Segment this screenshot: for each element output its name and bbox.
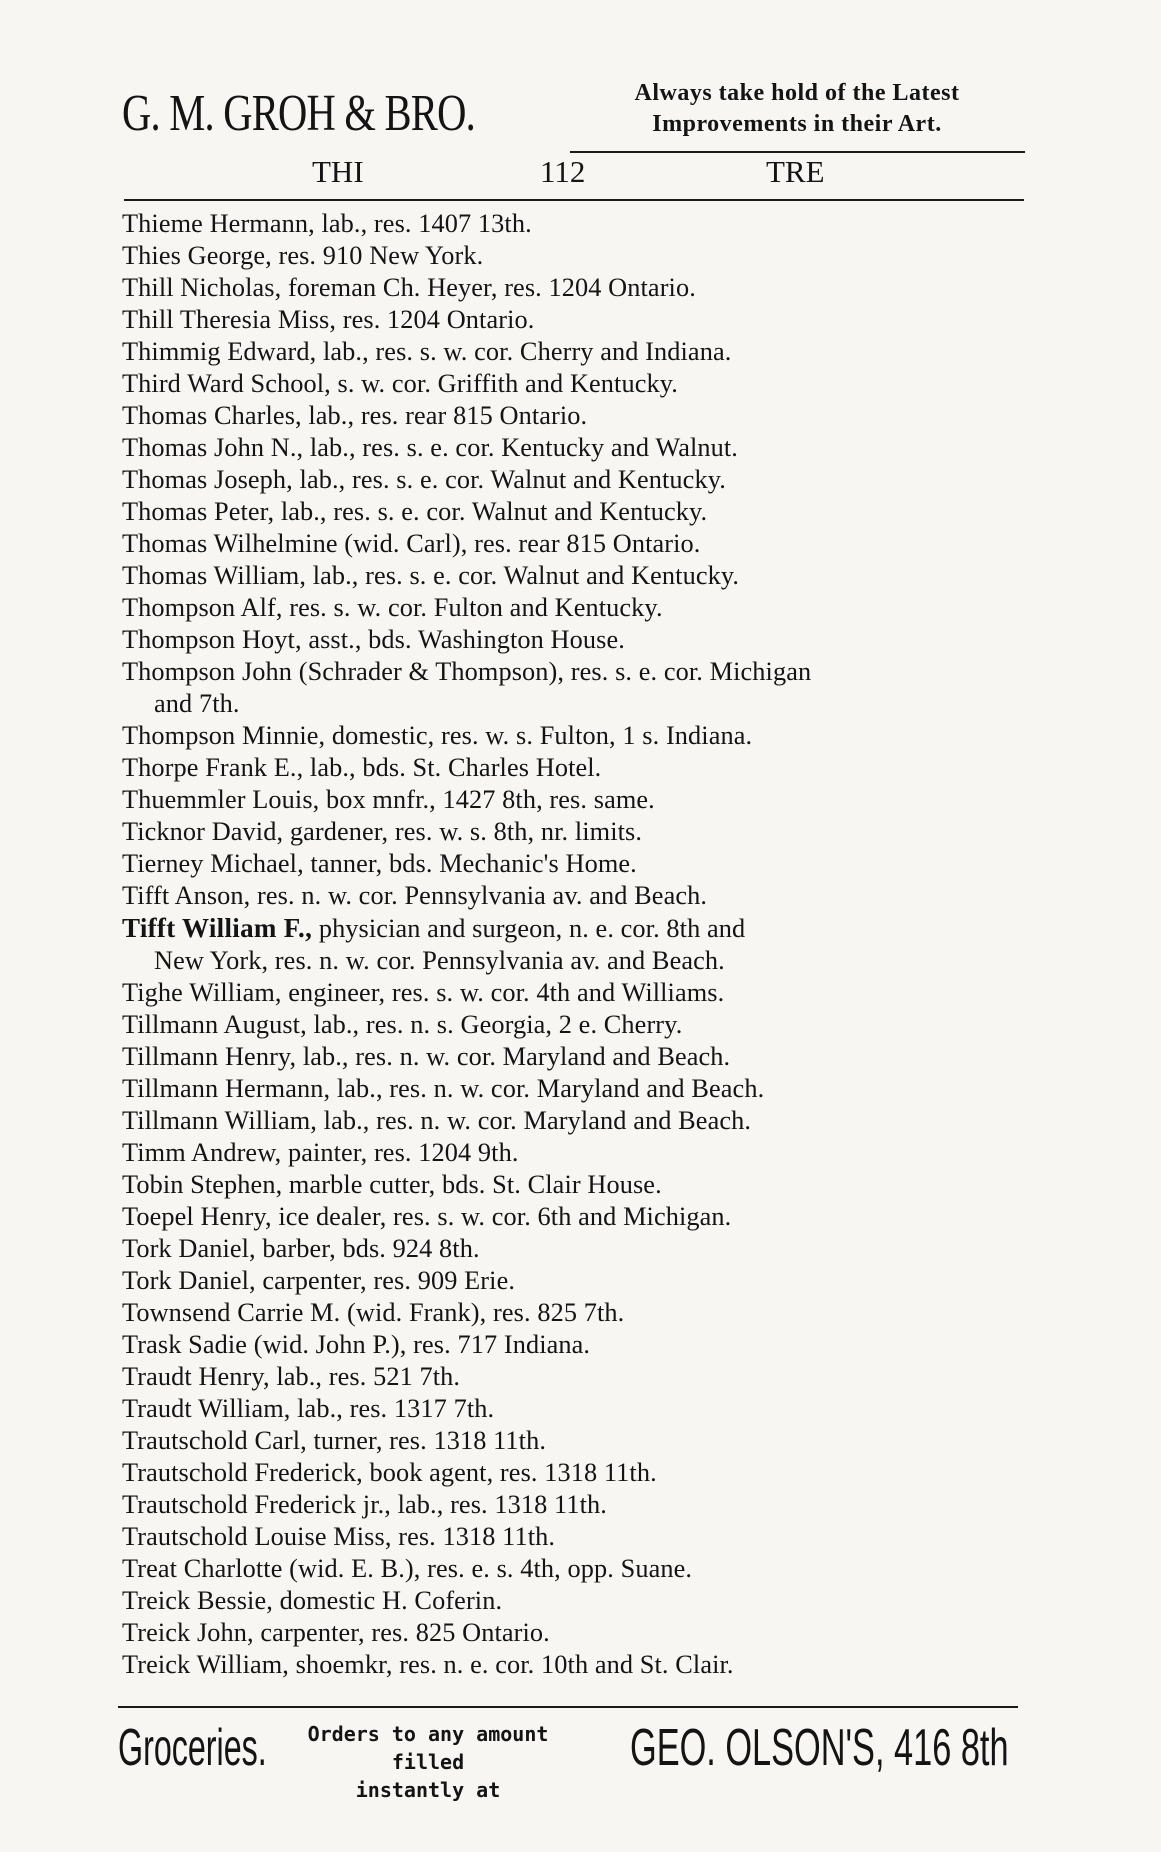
entry-details: lab., res. s. e. cor. Walnut and Kentucky. xyxy=(274,497,708,526)
entry-name: Traudt William, xyxy=(122,1394,291,1423)
entry-continuation: and 7th. xyxy=(154,689,240,718)
directory-entry xyxy=(122,560,1042,592)
entry-name: Trautschold Louise Miss, xyxy=(122,1522,392,1551)
entry-details: res. s. w. cor. Fulton and Kentucky. xyxy=(282,593,663,622)
orders-line-2: instantly at xyxy=(355,1778,501,1802)
entry-name: Tork Daniel, xyxy=(122,1234,256,1263)
entry-name: Toepel Henry, xyxy=(122,1202,272,1231)
entry-details: (wid. E. B.), res. e. s. 4th, opp. Suane. xyxy=(282,1554,693,1583)
entry-name: Trautschold Frederick, xyxy=(122,1458,363,1487)
store-name: GEO. OLSON'S, 416 8th xyxy=(630,1719,1009,1777)
directory-entry xyxy=(122,752,1042,784)
entry-name: Thomas Joseph, xyxy=(122,465,293,494)
entry-name: Thill Nicholas, xyxy=(122,273,282,302)
entry-name: Thorpe Frank E., xyxy=(122,753,304,782)
directory-entry xyxy=(122,1041,1042,1073)
entry-details: foreman Ch. Heyer, res. 1204 Ontario. xyxy=(281,273,696,302)
directory-entry xyxy=(122,1073,1042,1105)
entry-details: lab., res. n. w. cor. Maryland and Beach. xyxy=(330,1074,765,1103)
entry-name: Treick John, xyxy=(122,1618,254,1647)
entry-continuation: New York, res. n. w. cor. Pennsylvania av. and Beach. xyxy=(154,946,725,975)
entry-details: book agent, res. 1318 11th. xyxy=(362,1458,657,1487)
entry-details: res. n. w. cor. Pennsylvania av. and Beach. xyxy=(250,881,708,910)
entry-details: lab., res. rear 815 Ontario. xyxy=(301,401,588,430)
directory-entry xyxy=(122,1265,1042,1297)
directory-entry xyxy=(122,624,1042,656)
entry-details: lab., res. 1318 11th. xyxy=(390,1490,607,1519)
header-advertisement xyxy=(122,78,1027,146)
entry-details: lab., res. n. w. cor. Maryland and Beach. xyxy=(316,1106,752,1135)
directory-entry xyxy=(122,208,1042,240)
entry-details: lab., res. n. s. Georgia, 2 e. Cherry. xyxy=(306,1010,683,1039)
entry-name: Tillmann Henry, xyxy=(122,1042,297,1071)
firm-name: G. M. GROH & BRO. xyxy=(122,85,475,142)
directory-entries xyxy=(122,208,1042,1681)
entry-name: Thieme Hermann, xyxy=(122,209,315,238)
entry-name: Treick William, xyxy=(122,1650,289,1679)
entry-name: Treick Bessie, xyxy=(122,1586,273,1615)
footer-advertisement xyxy=(118,1718,1023,1802)
directory-entry xyxy=(122,432,1042,464)
entry-name: Tork Daniel, xyxy=(122,1266,256,1295)
entry-details: lab., res. s. e. cor. Walnut and Kentucky. xyxy=(306,561,740,590)
directory-entry xyxy=(122,1009,1042,1041)
entry-name: Trautschold Carl, xyxy=(122,1426,307,1455)
running-head-rule xyxy=(124,199,1024,201)
orders-line-1: Orders to any amount filled xyxy=(307,1722,549,1774)
directory-entry xyxy=(122,368,1042,400)
tagline-line-1: Always take hold of the Latest xyxy=(634,80,960,106)
page-number: 112 xyxy=(540,154,586,189)
entry-name: Tillmann August, xyxy=(122,1010,307,1039)
entry-name: Thimmig Edward, xyxy=(122,337,317,366)
entry-name: Thomas Wilhelmine xyxy=(122,529,338,558)
directory-entry xyxy=(122,464,1042,496)
directory-entry xyxy=(122,592,1042,624)
entry-details: lab., bds. St. Charles Hotel. xyxy=(303,753,602,782)
entry-name: Tighe William, xyxy=(122,978,282,1007)
entry-details: lab., res. s. e. cor. Walnut and Kentucky. xyxy=(292,465,726,494)
entry-name: Traudt Henry, xyxy=(122,1362,270,1391)
entry-name: Thomas Charles, xyxy=(122,401,302,430)
entry-details: lab., res. 1407 13th. xyxy=(314,209,532,238)
directory-entry xyxy=(122,1137,1042,1169)
directory-entry xyxy=(122,1201,1042,1233)
entry-details: turner, res. 1318 11th. xyxy=(306,1426,546,1455)
footer-rule xyxy=(118,1706,1018,1708)
directory-entry xyxy=(122,1553,1042,1585)
directory-entry xyxy=(122,1361,1042,1393)
entry-details: res. 1318 11th. xyxy=(391,1522,556,1551)
entry-details: domestic H. Coferin. xyxy=(272,1586,503,1615)
directory-entry xyxy=(122,528,1042,560)
entry-name: Thompson John xyxy=(122,657,293,686)
entry-details: (wid. Carl), res. rear 815 Ontario. xyxy=(337,529,701,558)
entry-name: Thomas Peter, xyxy=(122,497,275,526)
entry-name: Thomas William, xyxy=(122,561,307,590)
entry-details: asst., bds. Washington House. xyxy=(301,625,625,654)
directory-entry xyxy=(122,240,1042,272)
directory-entry xyxy=(122,336,1042,368)
entry-details: domestic, res. w. s. Fulton, 1 s. Indiana. xyxy=(325,721,753,750)
entry-details: painter, res. 1204 9th. xyxy=(281,1138,519,1167)
entry-details: lab., res. 1317 7th. xyxy=(290,1394,495,1423)
entry-details: shoemkr, res. n. e. cor. 10th and St. Clair. xyxy=(289,1650,734,1679)
directory-entry xyxy=(122,1329,1042,1361)
entry-details: physician and surgeon, n. e. cor. 8th and xyxy=(312,914,746,943)
entry-details: barber, bds. 924 8th. xyxy=(255,1234,480,1263)
entry-name: Thill Theresia Miss, xyxy=(122,305,337,334)
entry-name: Thomas John N., xyxy=(122,433,304,462)
directory-entry xyxy=(122,1585,1042,1617)
directory-entry xyxy=(122,1297,1042,1329)
directory-entry xyxy=(122,784,1042,816)
entry-details: (Schrader & Thompson), res. s. e. cor. Michigan xyxy=(292,657,812,686)
directory-entry xyxy=(122,1457,1042,1489)
advertisement-tagline xyxy=(567,78,1027,140)
entry-details: carpenter, res. 825 Ontario. xyxy=(253,1618,550,1647)
entry-details: lab., res. s. e. cor. Kentucky and Walnut. xyxy=(303,433,738,462)
entry-name: Timm Andrew, xyxy=(122,1138,282,1167)
entry-name: Tifft Anson, xyxy=(122,881,251,910)
entry-name: Thies George, xyxy=(122,241,272,270)
directory-entry xyxy=(122,656,1042,720)
tagline-line-2: Improvements in their Art. xyxy=(652,111,942,137)
entry-details: lab., res. n. w. cor. Maryland and Beach. xyxy=(296,1042,731,1071)
entry-name: Thompson Alf, xyxy=(122,593,283,622)
entry-name: Tillmann Hermann, xyxy=(122,1074,331,1103)
entry-name: Thompson Hoyt, xyxy=(122,625,302,654)
entry-details: box mnfr., 1427 8th, res. same. xyxy=(319,785,655,814)
directory-entry xyxy=(122,912,1042,977)
header-rule xyxy=(570,151,1025,153)
entry-name: Tobin Stephen, xyxy=(122,1170,283,1199)
entry-details: res. 910 New York. xyxy=(271,241,484,270)
entry-details: lab., res. 521 7th. xyxy=(269,1362,461,1391)
groceries-label: Groceries. xyxy=(118,1719,267,1777)
directory-entry xyxy=(122,977,1042,1009)
entry-name: Third Ward School, xyxy=(122,369,331,398)
entry-details: engineer, res. s. w. cor. 4th and Williams. xyxy=(281,978,725,1007)
directory-entry xyxy=(122,400,1042,432)
directory-entry xyxy=(122,1233,1042,1265)
directory-entry xyxy=(122,848,1042,880)
directory-entry xyxy=(122,1169,1042,1201)
entry-details: res. 1204 Ontario. xyxy=(336,305,535,334)
entry-details: lab., res. s. w. cor. Cherry and Indiana. xyxy=(316,337,732,366)
entry-details: (wid. John P.), res. 717 Indiana. xyxy=(247,1330,591,1359)
entry-details: (wid. Frank), res. 825 7th. xyxy=(340,1298,625,1327)
directory-entry xyxy=(122,1393,1042,1425)
directory-entry xyxy=(122,1105,1042,1137)
directory-entry xyxy=(122,496,1042,528)
entry-details: gardener, res. w. s. 8th, nr. limits. xyxy=(283,817,643,846)
directory-entry xyxy=(122,304,1042,336)
entry-name: Trask Sadie xyxy=(122,1330,248,1359)
directory-entry xyxy=(122,816,1042,848)
entry-details: ice dealer, res. s. w. cor. 6th and Michigan. xyxy=(271,1202,732,1231)
running-head-left: THI xyxy=(312,154,364,189)
entry-details: tanner, bds. Mechanic's Home. xyxy=(303,849,637,878)
entry-details: s. w. cor. Griffith and Kentucky. xyxy=(330,369,678,398)
entry-name: Townsend Carrie M. xyxy=(122,1298,341,1327)
entry-name: Tifft William F., xyxy=(122,913,313,943)
directory-entry xyxy=(122,1425,1042,1457)
directory-entry xyxy=(122,1489,1042,1521)
directory-entry xyxy=(122,1617,1042,1649)
entry-name: Tillmann William, xyxy=(122,1106,317,1135)
entry-name: Trautschold Frederick jr., xyxy=(122,1490,391,1519)
entry-name: Tierney Michael, xyxy=(122,849,304,878)
running-head-right: TRE xyxy=(766,154,825,189)
orders-text xyxy=(278,1720,578,1804)
directory-entry xyxy=(122,880,1042,912)
directory-entry xyxy=(122,720,1042,752)
entry-name: Thompson Minnie, xyxy=(122,721,326,750)
directory-entry xyxy=(122,1521,1042,1553)
entry-details: carpenter, res. 909 Erie. xyxy=(255,1266,516,1295)
entry-name: Treat Charlotte xyxy=(122,1554,283,1583)
entry-name: Thuemmler Louis, xyxy=(122,785,320,814)
entry-details: marble cutter, bds. St. Clair House. xyxy=(282,1170,662,1199)
entry-name: Ticknor David, xyxy=(122,817,284,846)
directory-entry xyxy=(122,1649,1042,1681)
directory-entry xyxy=(122,272,1042,304)
